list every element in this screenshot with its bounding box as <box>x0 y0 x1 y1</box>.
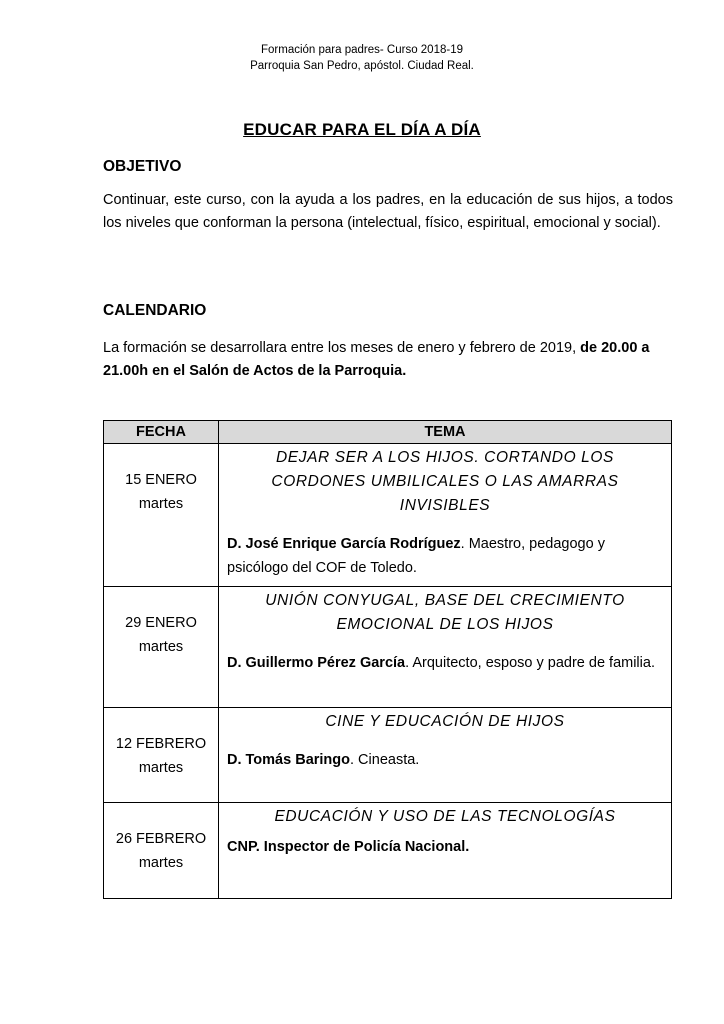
header-course-line: Formación para padres- Curso 2018-19 <box>261 44 463 56</box>
document-header <box>0 42 724 74</box>
session-date: 26 FEBRERO <box>115 831 207 847</box>
session-speaker <box>227 532 663 580</box>
session-weekday: martes <box>138 855 184 871</box>
table-header-row <box>104 421 672 444</box>
session-topic: UNIÓN CONYUGAL, BASE DEL CRECIMIENTO EMOCIONAL DE LOS HIJOS <box>265 592 625 633</box>
calendario-text <box>103 337 673 383</box>
session-weekday: martes <box>138 639 184 655</box>
schedule-table <box>103 420 672 899</box>
session-date: 29 ENERO <box>125 615 197 631</box>
topic-column-header: TEMA <box>219 421 672 444</box>
calendario-heading: CALENDARIO <box>103 302 207 319</box>
table-row <box>104 708 672 803</box>
topic-cell <box>219 444 672 587</box>
table-row <box>104 803 672 899</box>
session-weekday: martes <box>138 760 184 776</box>
speaker-name: D. Tomás Baringo <box>227 752 350 768</box>
session-date: 15 ENERO <box>125 472 197 488</box>
table-row <box>104 444 672 587</box>
objetivo-heading: OBJETIVO <box>103 158 182 175</box>
date-cell <box>104 803 219 899</box>
calendario-text-plain: La formación se desarrollara entre los meses de enero y febrero de 2019, <box>103 340 581 356</box>
table-row <box>104 587 672 708</box>
session-topic: DEJAR SER A LOS HIJOS. CORTANDO LOS CORDONES UMBILICALES O LAS AMARRAS INVISIBLES <box>271 449 619 514</box>
session-topic: EDUCACIÓN Y USO DE LAS TECNOLOGÍAS <box>274 808 616 825</box>
session-speaker <box>227 835 663 859</box>
document-title: EDUCAR PARA EL DÍA A DÍA <box>243 120 481 139</box>
date-cell <box>104 444 219 587</box>
calendario-text-bold: de 20.00 a 21.00h en el Salón de Actos de la Parroquia. <box>103 340 650 379</box>
topic-cell <box>219 803 672 899</box>
session-topic: CINE Y EDUCACIÓN DE HIJOS <box>325 713 565 730</box>
session-weekday: martes <box>138 496 184 512</box>
speaker-name: D. José Enrique García Rodríguez <box>227 536 461 552</box>
topic-cell <box>219 587 672 708</box>
speaker-name: D. Guillermo Pérez García <box>227 655 406 671</box>
topic-cell <box>219 708 672 803</box>
header-parish-line: Parroquia San Pedro, apóstol. Ciudad Real. <box>250 60 474 72</box>
speaker-description: . Maestro, pedagogo y psicólogo del COF de Toledo. <box>227 536 605 576</box>
date-cell <box>104 587 219 708</box>
speaker-description: . Cineasta. <box>350 752 420 768</box>
session-date: 12 FEBRERO <box>115 736 207 752</box>
speaker-name: CNP. Inspector de Policía Nacional. <box>227 839 470 855</box>
session-speaker <box>227 748 663 772</box>
date-column-header: FECHA <box>104 421 219 444</box>
session-speaker <box>227 651 663 675</box>
objetivo-text: Continuar, este curso, con la ayuda a los padres, en la educación de sus hijos, a todos los niveles que conforman la persona (intelectual, físico, espiritual, emocional y social). <box>103 192 673 231</box>
speaker-description: . Arquitecto, esposo y padre de familia. <box>405 655 655 671</box>
date-cell <box>104 708 219 803</box>
